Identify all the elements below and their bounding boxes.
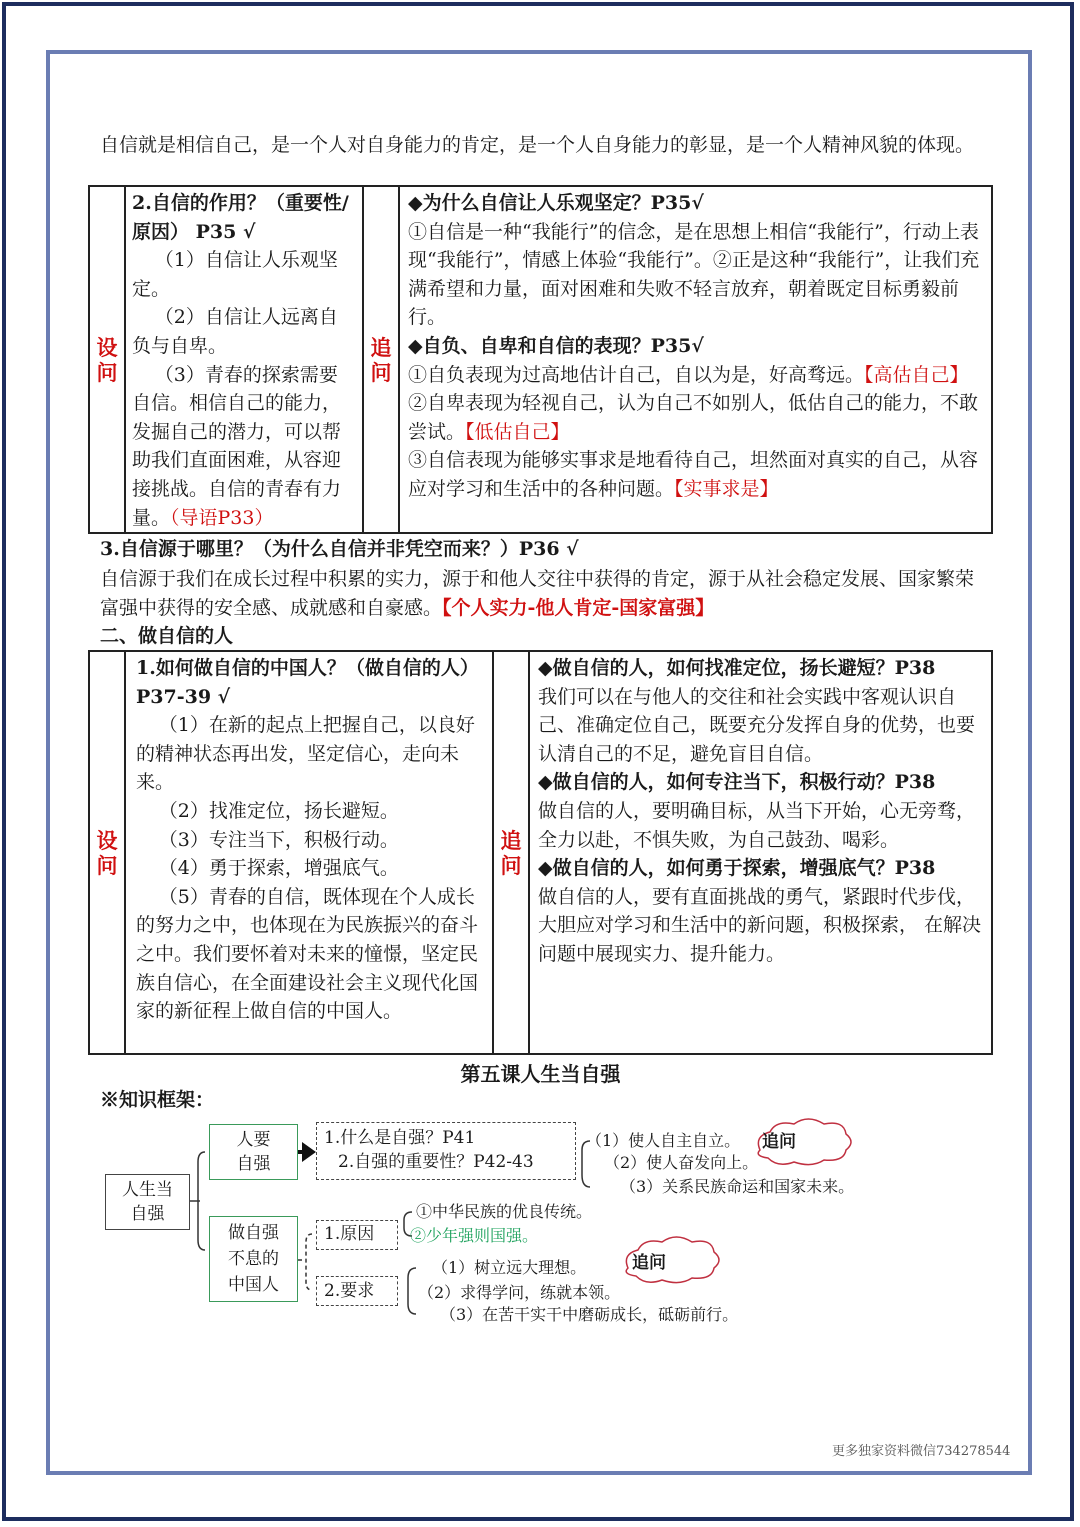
answer-tag: 【实事求是】	[674, 477, 779, 500]
table2-answer-body: 做自信的人，要有直面挑战的勇气，紧跟时代步伐，大胆应对学习和生活中的新问题，积极探索， 在解决问题中展现实力、提升能力。	[538, 885, 982, 965]
table1-answer-item: ③自信表现为能够实事求是地看待自己，坦然面对真实的自己，从容应对学习和生活中的各种问题。【实事求是】	[408, 449, 979, 500]
table1-question-item: （3）青春的探索需要自信。相信自己的能力，发掘自己的潜力，可以帮助我们直面困难，从容迎接挑战。自信的青春有力量。（导语P33）	[132, 363, 342, 529]
mindmap-cloud-2: 追问	[632, 1253, 666, 1273]
answer-tag: 【低估自己】	[465, 420, 570, 443]
followup-tag: 追问	[370, 334, 392, 385]
table2-question-item: （4）勇于探索，增强底气。	[158, 857, 399, 880]
q3-title: 3.自信源于哪里？（为什么自信并非凭空而来？）P36 √	[100, 538, 579, 560]
framework-label: ※知识框架：	[100, 1089, 215, 1111]
table1-question-title: 2.自信的作用？（重要性/原因） P35 √	[132, 192, 349, 243]
table2-question-title: 1.如何做自信的中国人？（做自信的人）P37-39 √	[136, 657, 479, 708]
mindmap-b1-r2: （2）使人奋发向上。	[604, 1153, 759, 1172]
table1-question-item: （1）自信让人乐观坚定。	[132, 249, 338, 300]
question-tag: 设问	[96, 827, 118, 878]
table1-answer-title: ◆为什么自信让人乐观坚定？P35√	[408, 192, 704, 214]
mindmap-b2-q2: 2.要求	[324, 1281, 375, 1301]
table2-question-item: （5）青春的自信，既体现在个人成长的努力之中，也体现在为民族振兴的奋斗之中。我们要怀着对未来的憧憬，坚定民族自信心，在全面建设社会主义现代化国家的新征程上做自信的中国人。	[136, 885, 479, 1023]
watermark-text: 更多独家资料微信734278544	[832, 1444, 1011, 1459]
mindmap-b2-q1-r1: ①中华民族的优良传统。	[416, 1202, 593, 1221]
mindmap-b2-q2-r3: （3）在苦干实干中磨砺成长，砥砺前行。	[440, 1305, 739, 1324]
mindmap-branch-2: 做自强不息的中国人	[209, 1216, 298, 1302]
mindmap-b1-q2: 2.自强的重要性？P42-43	[338, 1152, 534, 1172]
mindmap-b2-q1-r2: ②少年强则国强。	[410, 1226, 539, 1245]
intro-paragraph: 自信就是相信自己，是一个人对自身能力的肯定，是一个人自身能力的彰显，是一个人精神风貌的体现。	[100, 134, 975, 156]
followup-tag: 追问	[500, 827, 522, 878]
mindmap-b2-q2-r2: （2）求得学问，练就本领。	[418, 1283, 621, 1302]
mindmap-b1-q1: 1.什么是自强？P41	[324, 1128, 476, 1148]
table1-answer-title: ◆自负、自卑和自信的表现？P35√	[408, 334, 704, 357]
mindmap-branch-1: 人要自强	[209, 1124, 298, 1180]
q3-body: 自信源于我们在成长过程中积累的实力，源于和他人交往中获得的肯定，源于从社会稳定发展、国家繁荣富强中获得的安全感、成就感和自豪感。【个人实力-他人肯定-国家富强】	[100, 568, 975, 619]
mindmap-b1-r3: （3）关系民族命运和国家未来。	[620, 1177, 855, 1196]
question-tag: 设问	[96, 334, 118, 385]
mindmap-b2-q1: 1.原因	[324, 1224, 375, 1244]
table2-question-item: （2）找准定位，扬长避短。	[158, 799, 399, 822]
table2-answer-title: ◆做自信的人，如何专注当下，积极行动？P38	[538, 771, 936, 794]
table1-answer-body: ①自信是一种“我能行”的信念，是在思想上相信“我能行”，行动上表现“我能行”，情感上体验“我能行”。②正是这种“我能行”，让我们充满希望和力量，面对困难和失败不轻言放弃，朝着既定目标勇毅前行。	[408, 220, 980, 329]
mindmap-b1-r1: （1）使人自主自立。	[586, 1131, 741, 1150]
mindmap-b2-q2-r1: （1）树立远大理想。	[432, 1258, 587, 1277]
q3-tag: 【个人实力-他人肯定-国家富强】	[442, 596, 715, 619]
table2-answer-body: 我们可以在与他人的交往和社会实践中客观认识自己、准确定位自己，既要充分发挥自身的优势，也要认清自己的不足，避免盲目自信。	[538, 685, 976, 765]
lesson-title: 第五课人生当自强	[460, 1062, 621, 1086]
mindmap-root: 人生当自强	[105, 1174, 190, 1230]
mindmap-cloud-1: 追问	[762, 1132, 796, 1152]
table2-question-item: （3）专注当下，积极行动。	[158, 828, 399, 851]
table2-question-item: （1）在新的起点上把握自己，以良好的精神状态再出发，坚定信心，走向未来。	[136, 714, 475, 794]
section-heading: 二、做自信的人	[100, 625, 234, 647]
table1-answer-item: ①自负表现为过高地估计自己，自以为是，好高骛远。【高估自己】	[408, 363, 969, 386]
table2-answer-body: 做自信的人，要明确目标，从当下开始，心无旁骛，全力以赴，不惧失败，为自己鼓劲、喝彩。	[538, 799, 976, 851]
table2-answer-title: ◆做自信的人，如何勇于探索，增强底气？P38	[538, 857, 936, 880]
table1-answer-item: ②自卑表现为轻视自己，认为自己不如别人，低估自己的能力，不敢尝试。【低估自己】	[408, 392, 979, 443]
table1-question-ref: （导语P33）	[170, 506, 274, 529]
table2-answer-title: ◆做自信的人，如何找准定位，扬长避短？P38	[538, 657, 936, 679]
table1-question-item: （2）自信让人远离自负与自卑。	[132, 306, 338, 357]
answer-tag: 【高估自己】	[864, 363, 969, 386]
